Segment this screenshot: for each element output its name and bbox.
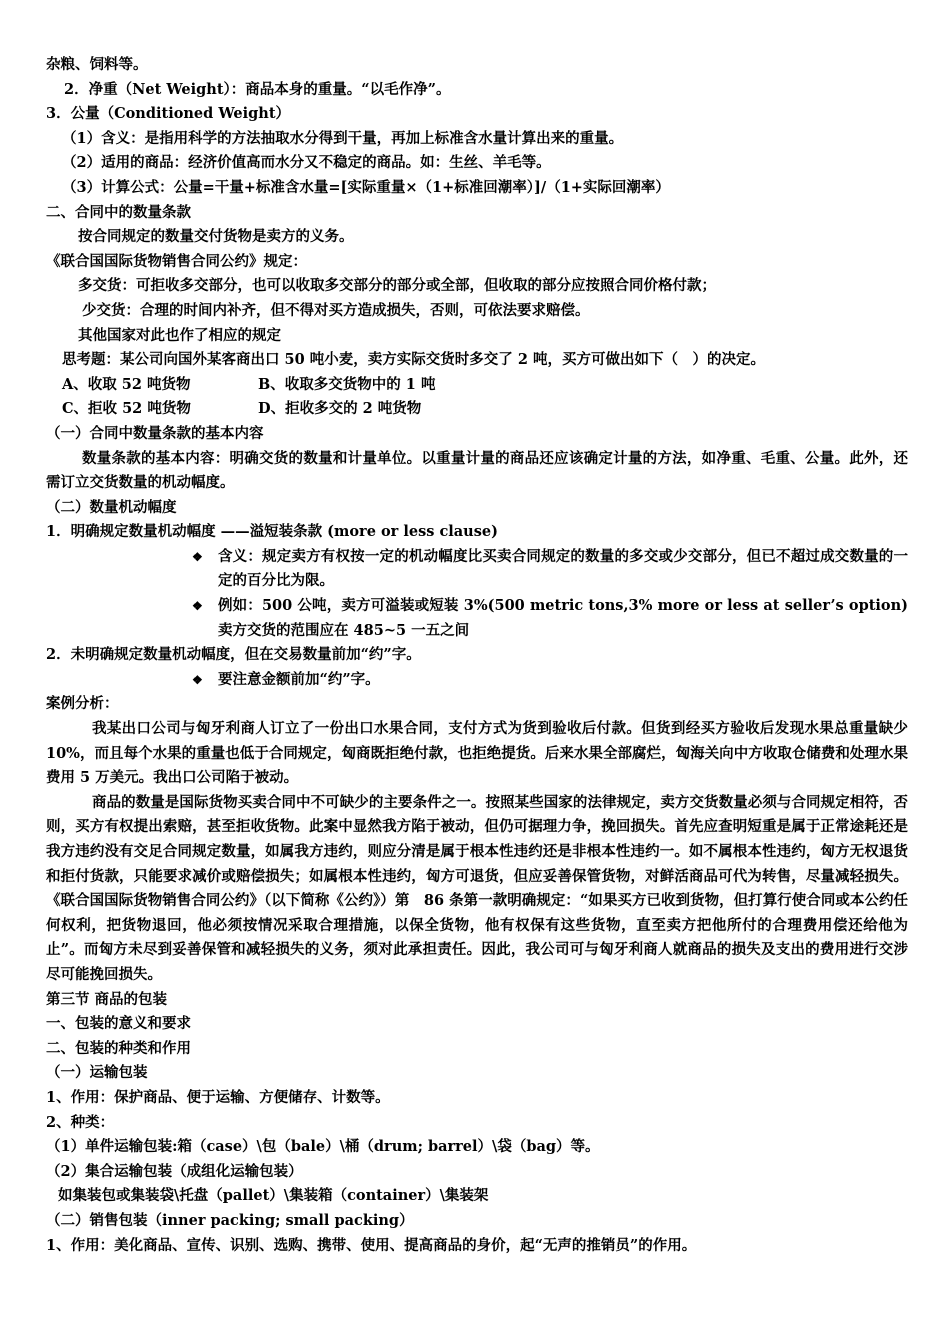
bullet-diamond-icon: ❖ bbox=[192, 599, 203, 614]
section-heading: （二）数量机动幅度 bbox=[46, 498, 177, 516]
section-heading: 二、合同中的数量条款 bbox=[46, 203, 191, 221]
answer-options-row bbox=[46, 373, 908, 398]
text-line: （1）含义：是指用科学的方法抽取水分得到干量，再加上标准含水量计算出来的重量。 bbox=[62, 129, 624, 147]
answer-options-row bbox=[46, 397, 908, 422]
section-heading: （一）合同中数量条款的基本内容 bbox=[46, 424, 264, 442]
bullet-item bbox=[46, 668, 908, 693]
text-line: 1、作用：美化商品、宣传、识别、选购、携带、使用、提高商品的身价，起“无声的推销员”的作用。 bbox=[46, 1236, 697, 1254]
bullet-diamond-icon: ❖ bbox=[192, 549, 203, 564]
text-line: 2、种类： bbox=[46, 1113, 115, 1131]
text-line: 多交货：可拒收多交部分，也可以收取多交部分的部分或全部，但收取的部分应按照合同价格付款； bbox=[78, 277, 716, 295]
text-line: 1．明确规定数量机动幅度 ——溢短装条款 (more or less clause) bbox=[46, 523, 498, 541]
text-line: 如集装包或集装袋\托盘（pallet）\集装箱（container）\集装架 bbox=[58, 1187, 489, 1205]
section-heading: 第三节 商品的包装 bbox=[46, 990, 168, 1008]
text-line: （2）集合运输包装（成组化运输包装） bbox=[46, 1162, 303, 1180]
option-a: A、收取 52 吨货物 bbox=[62, 375, 191, 393]
bullet-item bbox=[46, 594, 908, 643]
section-heading: 一、包装的意义和要求 bbox=[46, 1015, 191, 1033]
option-c: C、拒收 52 吨货物 bbox=[62, 400, 191, 418]
document-page bbox=[46, 53, 908, 1258]
paragraph: 数量条款的基本内容：明确交货的数量和计量单位。以重量计量的商品还应该确定计量的方法，如净重、毛重、公量。此外，还需订立交货数量的机动幅度。 bbox=[46, 449, 908, 492]
option-b: B、收取多交货物中的 1 吨 bbox=[258, 375, 436, 393]
paragraph: 我某出口公司与匈牙利商人订立了一份出口水果合同，支付方式为货到验收后付款。但货到经买方验收后发现水果总重量缺少 10%，而且每个水果的重量也低于合同规定，匈商既拒绝付款，也拒绝提货。后来水果全部腐烂，匈海关向中方收取仓储费和处理水果费用 5 万美元。我出口公司陷于被动。 bbox=[46, 720, 908, 787]
bullet-item bbox=[46, 545, 908, 594]
section-heading: 案例分析： bbox=[46, 695, 119, 713]
text-line: 少交货：合理的时间内补齐，但不得对买方造成损失，否则，可依法要求赔偿。 bbox=[82, 301, 590, 319]
text-line: 按合同规定的数量交付货物是卖方的义务。 bbox=[78, 228, 354, 246]
question-line: 思考题：某公司向国外某客商出口 50 吨小麦，卖方实际交货时多交了 2 吨，买方可做出如下（ ）的决定。 bbox=[62, 351, 765, 369]
section-heading: 二、包装的种类和作用 bbox=[46, 1039, 191, 1057]
bullet-text: 要注意金额前加“约”字。 bbox=[218, 670, 380, 688]
text-line: （2）适用的商品：经济价值高而水分又不稳定的商品。如：生丝、羊毛等。 bbox=[62, 154, 551, 172]
bullet-text: 含义：规定卖方有权按一定的机动幅度比买卖合同规定的数量的多交或少交部分，但已不超过成交数量的一定的百分比为限。 bbox=[218, 547, 908, 590]
section-heading: 3．公量（Conditioned Weight） bbox=[46, 105, 291, 123]
text-line: 杂粮、饲料等。 bbox=[46, 56, 148, 73]
paragraph: 商品的数量是国际货物买卖合同中不可缺少的主要条件之一。按照某些国家的法律规定，卖方交货数量必须与合同规定相符，否则，买方有权提出索赔，甚至拒收货物。此案中显然我方陷于被动，但仍可据理力争，挽回损失。首先应查明短重是属于正常途耗还是我方违约没有交足合同规定数量，如属我方违约，则应分清是属于根本性违约还是非根本性违约一。如不属根本性违约，匈方无权退货和拒付货款，只能要求减价或赔偿损失；如属根本性违约，匈方可退货，但应妥善保管货物，对鲜活商品可代为转售，尽量减轻损失。《联合国国际货物销售合同公约》（以下简称《公约》）第 86 条第一款明确规定：“如果买方已收到货物，但打算行使合同或本公约任何权利，把货物退回，他必须按情况采取合理措施，以保全货物，他有权保有这些货物，直至卖方把他所付的合理费用偿还给他为止”。而匈方未尽到妥善保管和减轻损失的义务，须对此承担责任。因此，我公司可与匈牙利商人就商品的损失及支出的费用进行交涉尽可能挽回损失。 bbox=[46, 793, 908, 983]
section-heading: （一）运输包装 bbox=[46, 1064, 148, 1082]
text-line: 1、作用：保护商品、便于运输、方便储存、计数等。 bbox=[46, 1088, 390, 1106]
text-line: （1）单件运输包装:箱（case）\包（bale）\桶（drum; barrel）\袋（bag）等。 bbox=[46, 1138, 600, 1156]
section-heading: （二）销售包装（inner packing; small packing） bbox=[46, 1211, 414, 1229]
bullet-diamond-icon: ❖ bbox=[192, 672, 203, 687]
text-line: 《联合国国际货物销售合同公约》规定： bbox=[46, 252, 307, 270]
text-line: 2．未明确规定数量机动幅度，但在交易数量前加“约”字。 bbox=[46, 646, 421, 664]
formula-line: （3）计算公式：公量=干量+标准含水量=[实际重量×（1+标准回潮率）]/（1+实际回潮率） bbox=[62, 178, 670, 196]
option-d: D、拒收多交的 2 吨货物 bbox=[258, 400, 422, 418]
text-line: 其他国家对此也作了相应的规定 bbox=[78, 326, 281, 344]
text-line: 2．净重（Net Weight）：商品本身的重量。“以毛作净”。 bbox=[64, 80, 451, 98]
bullet-text: 例如：500 公吨，卖方可溢装或短装 3%(500 metric tons,3% more or less at seller’s option)卖方交货的范围应在 485~5 一五之间 bbox=[218, 597, 908, 639]
